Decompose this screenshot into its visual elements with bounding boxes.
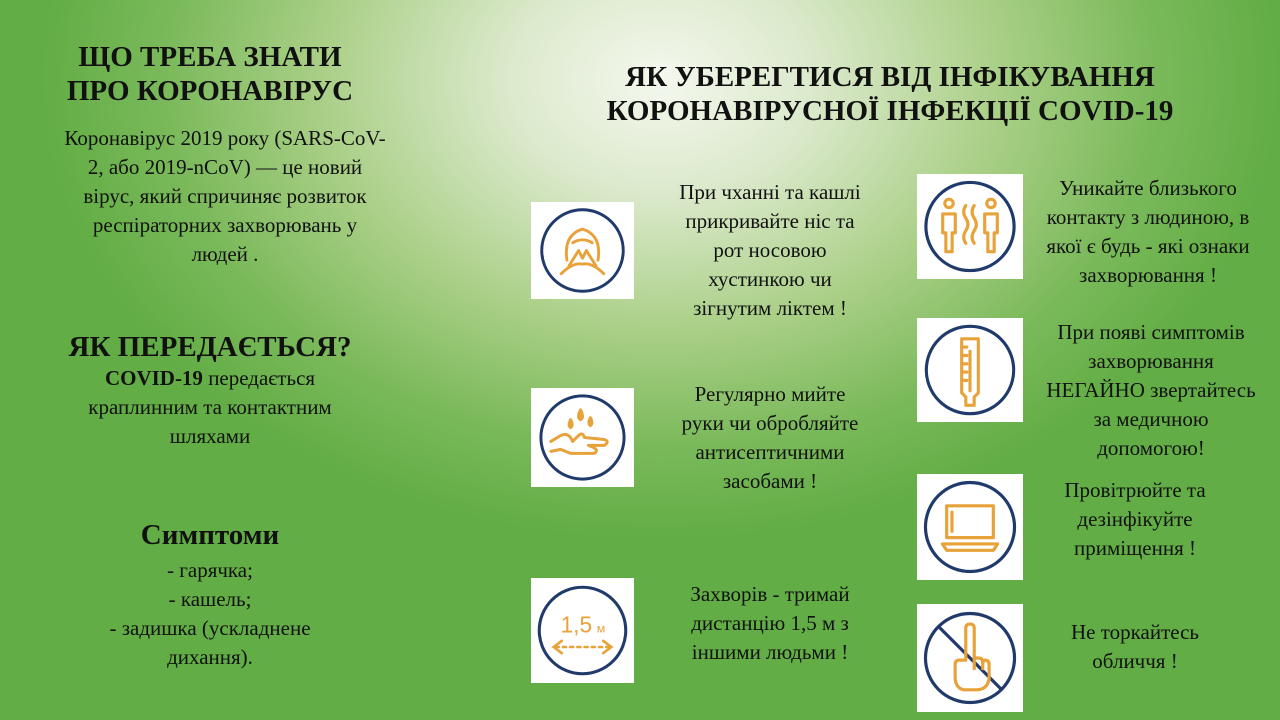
transmit-text: COVID-19 передається краплинним та контактним шляхами [88,366,332,448]
tip-hand-wash: Регулярно мийте руки чи обробляйте антисептичними засобами ! [681,382,859,493]
laptop-icon-box [917,474,1023,580]
tip-people-distance: Уникайте близького контакту з людиною, в якої є будь - які ознаки захворювання ! [1046,176,1250,287]
tip-thermometer: При появі симптомів захворювання НЕГАЙНО звертайтесь за медичною допомогою! [1046,320,1256,460]
what-text: Коронавірус 2019 року (SARS-CoV- 2, або 2019-nCoV) — це новий вірус, який спричиняє розвиток респіраторних захворювань у людей . [64,126,386,266]
prevention-title: ЯК УБЕРЕГТИСЯ ВІД ІНФІКУВАННЯ КОРОНАВІРУСНОЇ ІНФЕКЦІЇ COVID-19 [606,61,1174,127]
sneeze-icon-box [531,202,634,299]
symptoms-list: - гарячка; - кашель; - задишка (ускладнене дихання). [109,558,311,669]
thermometer-icon-box [917,318,1023,422]
what-title: ЩО ТРЕБА ЗНАТИ ПРО КОРОНАВІРУС [66,41,354,107]
no-touch-face-icon [917,604,1023,712]
tip-sneeze: При чханні та кашлі прикривайте ніс та рот носовою хустинкою чи зігнутим ліктем ! [679,180,861,320]
tip-ventilate: Провітрюйте та дезінфікуйте приміщення ! [1064,478,1206,560]
distance-icon [531,578,634,683]
distance-icon-box [531,578,634,683]
symptoms-title: Симптоми [140,519,280,551]
tip-distance: Захворів - тримай дистанцію 1,5 м з іншими людьми ! [690,582,850,664]
transmit-title: ЯК ПЕРЕДАЄТЬСЯ? [68,331,352,363]
svg-text:1,5: 1,5 [560,611,593,638]
no-touch-face-icon-box [917,604,1023,712]
people-distance-icon [917,174,1023,279]
laptop-icon [917,474,1023,580]
tip-no-touch-face: Не торкайтесь обличчя ! [1071,620,1199,673]
sneeze-icon [531,202,634,299]
hand-wash-icon [531,388,634,487]
hand-wash-icon-box [531,388,634,487]
thermometer-icon [917,318,1023,422]
people-distance-icon-box [917,174,1023,279]
svg-text:м: м [596,621,606,636]
